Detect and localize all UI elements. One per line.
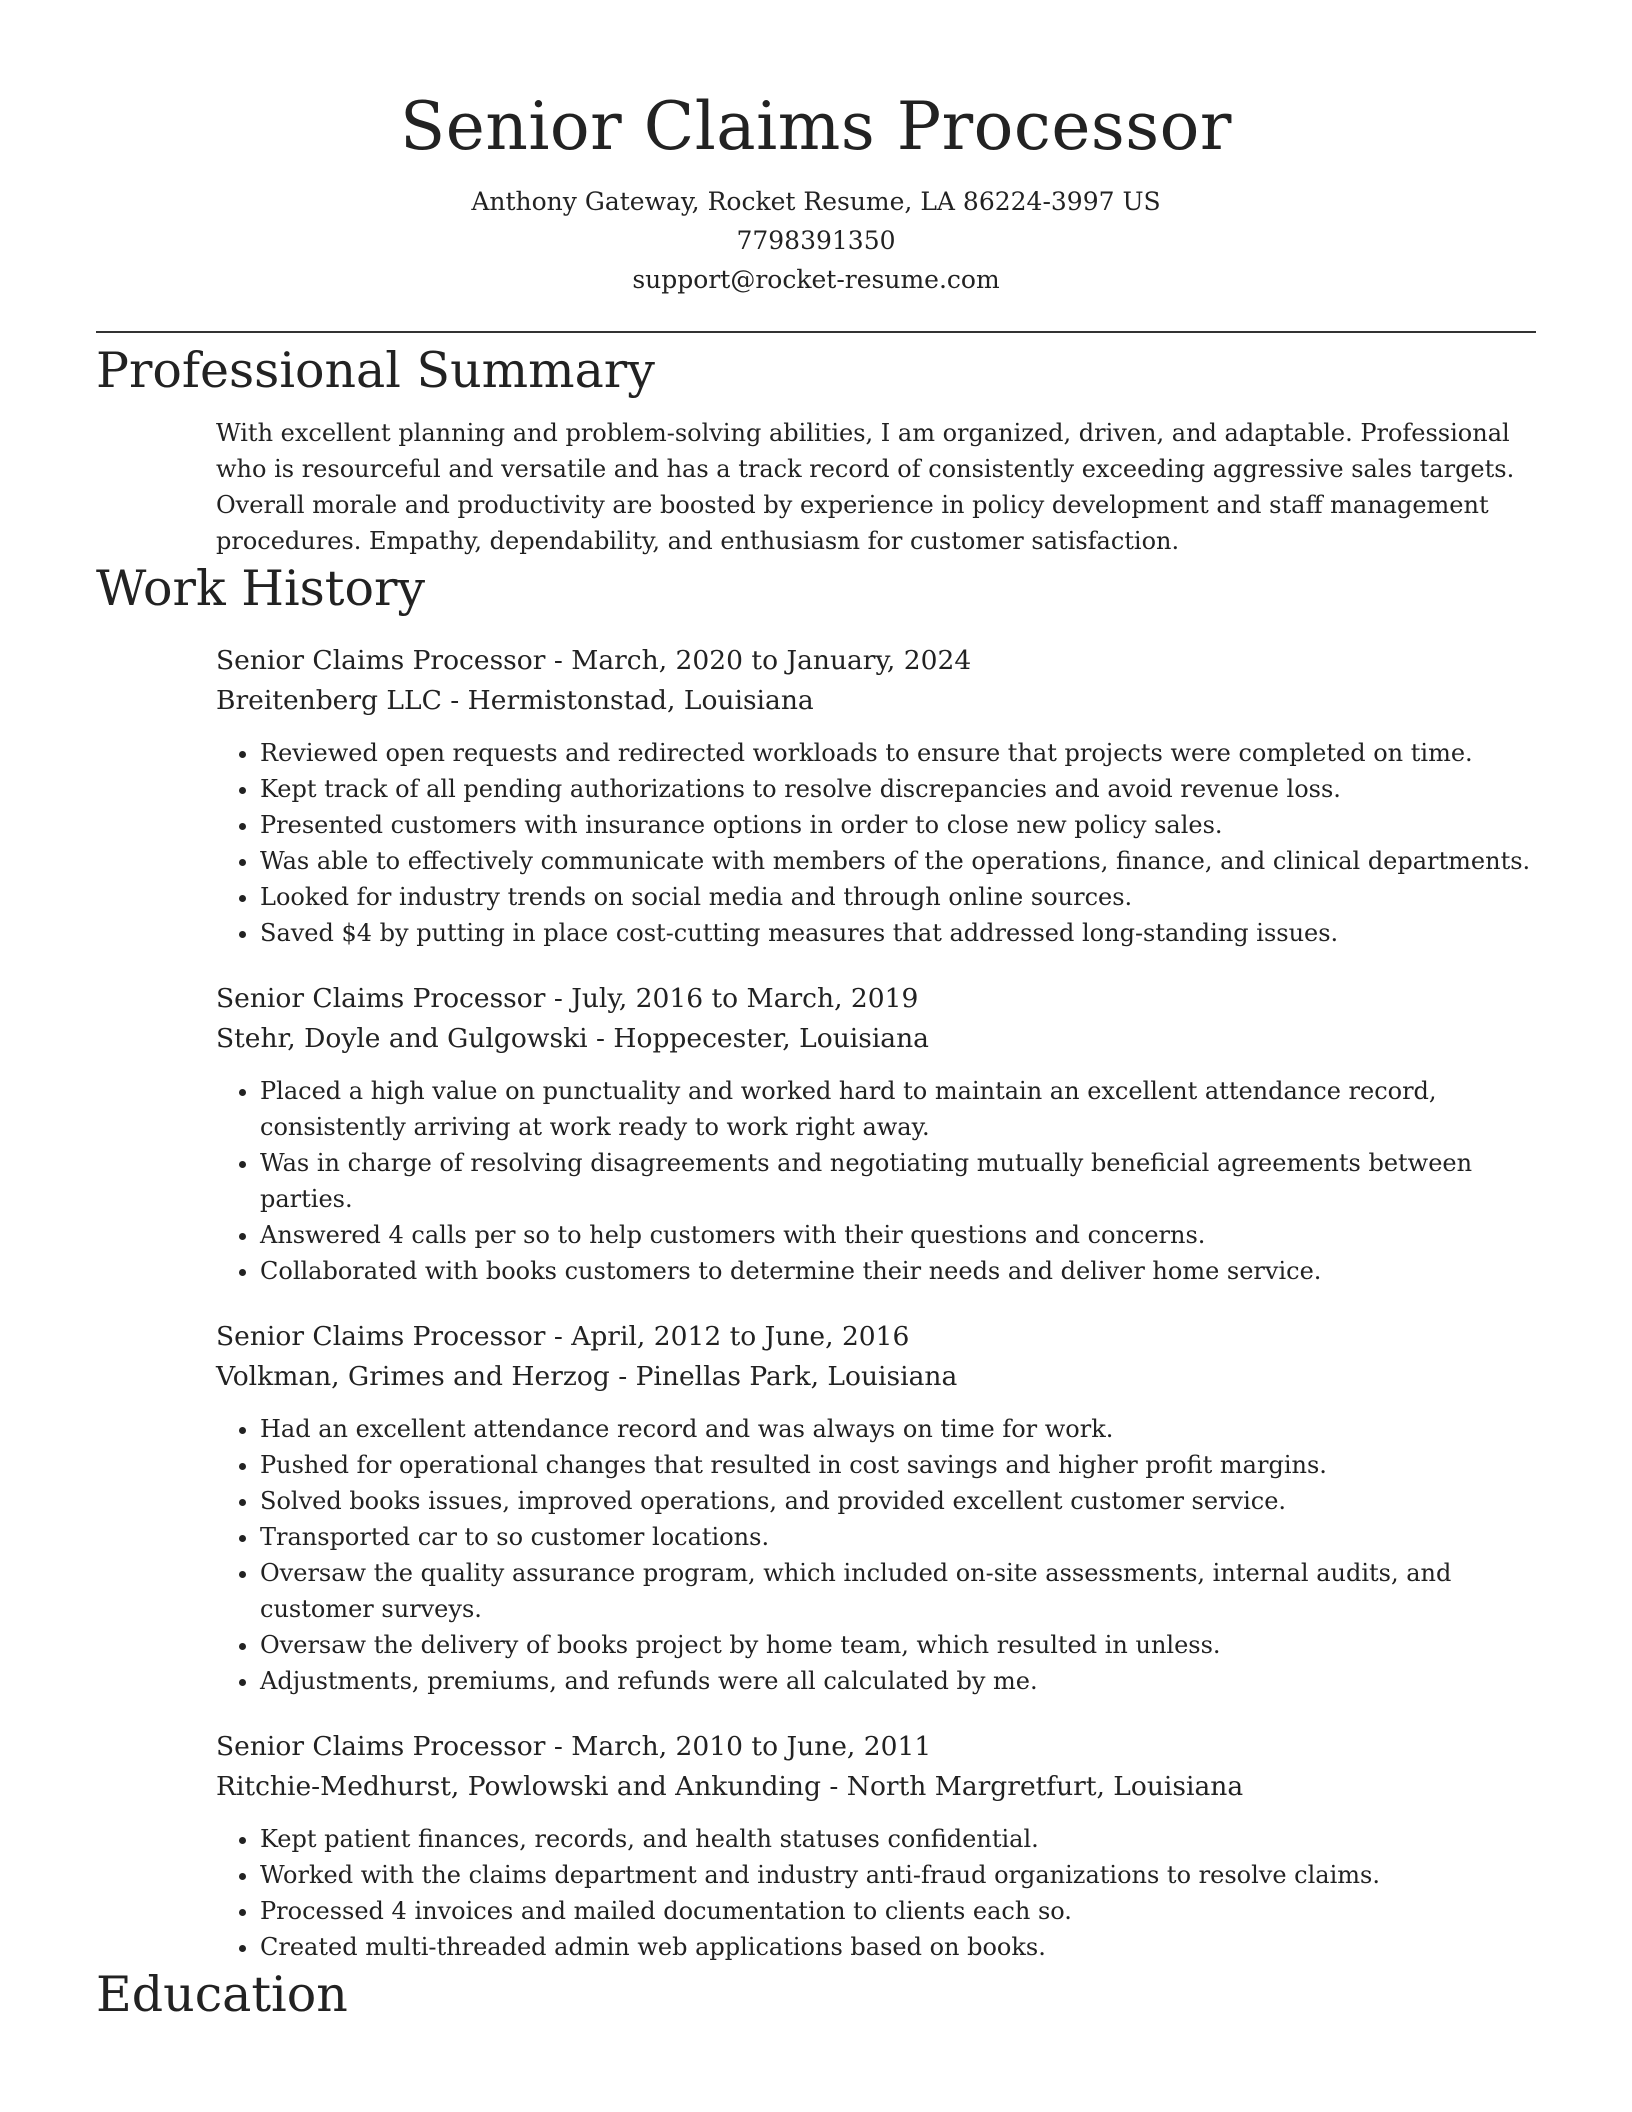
summary-heading: Professional Summary xyxy=(96,342,655,399)
job-bullet: • Transported car to so customer locations. xyxy=(260,1519,1536,1555)
job-bullet-list xyxy=(216,735,1536,951)
job-bullet: • Was in charge of resolving disagreements and negotiating mutually beneficial agreements between parties. xyxy=(260,1145,1536,1217)
job-bullet: • Presented customers with insurance options in order to close new policy sales. xyxy=(260,807,1536,843)
job-bullet: • Collaborated with books customers to determine their needs and deliver home service. xyxy=(260,1253,1536,1289)
job-company-line: Volkman, Grimes and Herzog - Pinellas Park, Louisiana xyxy=(216,1361,958,1392)
job-role-line: Senior Claims Processor - April, 2012 to June, 2016 xyxy=(216,1321,910,1352)
resume-title: Senior Claims Processor xyxy=(400,88,1232,165)
job-bullet-list xyxy=(216,1821,1536,1965)
resume-header xyxy=(96,0,1536,299)
job-entry xyxy=(216,1317,1536,1699)
job-bullet: • Oversaw the quality assurance program, which included on-site assessments, internal audits, and customer surveys. xyxy=(260,1555,1536,1627)
job-entry xyxy=(216,979,1536,1289)
job-bullet: • Placed a high value on punctuality and worked hard to maintain an excellent attendance record, consistently arriving at work ready to work right away. xyxy=(260,1073,1536,1145)
job-bullet: • Had an excellent attendance record and was always on time for work. xyxy=(260,1411,1536,1447)
job-bullet: • Worked with the claims department and industry anti-fraud organizations to resolve claims. xyxy=(260,1857,1536,1893)
contact-address: Anthony Gateway, Rocket Resume, LA 86224-3997 US xyxy=(471,187,1161,216)
contact-email: support@rocket-resume.com xyxy=(632,265,1000,294)
contact-phone: 7798391350 xyxy=(736,226,896,255)
job-entry xyxy=(216,1727,1536,1965)
job-bullet: • Answered 4 calls per so to help customers with their questions and concerns. xyxy=(260,1217,1536,1253)
work-history-heading: Work History xyxy=(96,560,426,617)
job-bullet: • Created multi-threaded admin web applications based on books. xyxy=(260,1929,1536,1965)
job-bullet: • Was able to effectively communicate with members of the operations, finance, and clinical departments. xyxy=(260,843,1536,879)
job-role-line: Senior Claims Processor - March, 2010 to June, 2011 xyxy=(216,1731,932,1762)
job-company-line: Breitenberg LLC - Hermistonstad, Louisiana xyxy=(216,685,814,716)
summary-text: With excellent planning and problem-solving abilities, I am organized, driven, and adaptable. Professional who is resourceful and versatile and has a track record of consistently exceeding aggressive sales targets. Overall morale and productivity are boosted by experience in policy development and staff management procedures. Empathy, dependability, and enthusiasm for customer satisfaction. xyxy=(216,419,1515,555)
job-bullet: • Saved $4 by putting in place cost-cutting measures that addressed long-standing issues. xyxy=(260,915,1536,951)
job-bullet: • Looked for industry trends on social media and through online sources. xyxy=(260,879,1536,915)
job-bullet: • Kept patient finances, records, and health statuses confidential. xyxy=(260,1821,1536,1857)
job-role-line: Senior Claims Processor - March, 2020 to January, 2024 xyxy=(216,645,972,676)
resume-page xyxy=(96,0,1536,2025)
job-entry xyxy=(216,641,1536,951)
job-bullet-list xyxy=(216,1073,1536,1289)
education-heading: Education xyxy=(96,1966,348,2023)
job-role-line: Senior Claims Processor - July, 2016 to March, 2019 xyxy=(216,983,919,1014)
header-divider xyxy=(96,331,1536,333)
job-company-line: Stehr, Doyle and Gulgowski - Hoppecester, Louisiana xyxy=(216,1023,929,1054)
contact-block xyxy=(96,182,1536,299)
job-bullet: • Kept track of all pending authorizations to resolve discrepancies and avoid revenue loss. xyxy=(260,771,1536,807)
job-bullet: • Adjustments, premiums, and refunds were all calculated by me. xyxy=(260,1663,1536,1699)
job-bullet: • Oversaw the delivery of books project by home team, which resulted in unless. xyxy=(260,1627,1536,1663)
job-bullet: • Pushed for operational changes that resulted in cost savings and higher profit margins. xyxy=(260,1447,1536,1483)
job-bullet: • Reviewed open requests and redirected workloads to ensure that projects were completed on time. xyxy=(260,735,1536,771)
job-company-line: Ritchie-Medhurst, Powlowski and Ankunding - North Margretfurt, Louisiana xyxy=(216,1771,1244,1802)
job-bullet: • Solved books issues, improved operations, and provided excellent customer service. xyxy=(260,1483,1536,1519)
job-bullet: • Processed 4 invoices and mailed documentation to clients each so. xyxy=(260,1893,1536,1929)
job-bullet-list xyxy=(216,1411,1536,1699)
